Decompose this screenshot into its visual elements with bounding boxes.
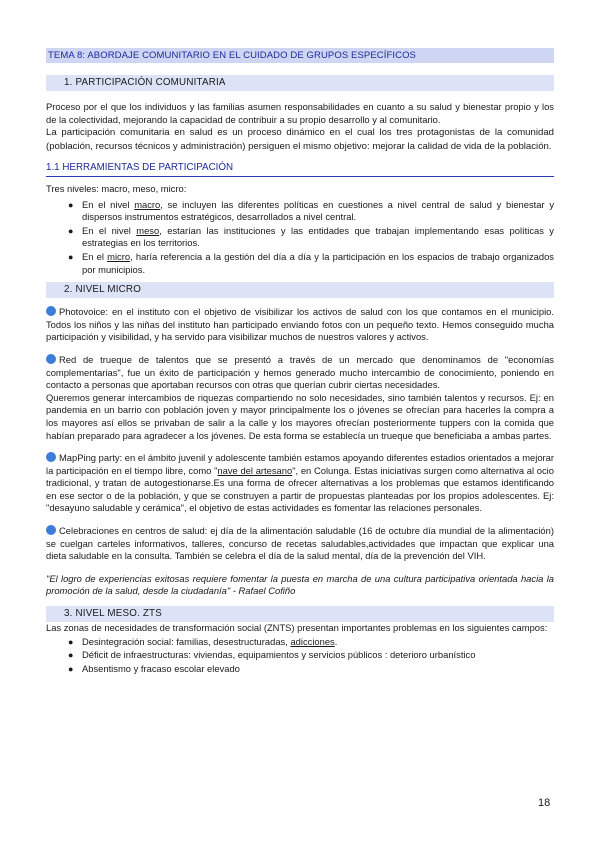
- blue-circle-icon: [46, 525, 56, 535]
- blue-circle-icon: [46, 354, 56, 364]
- participacion-definition: Proceso por el que los individuos y las familias asumen responsabilidades en cuanto a su salud y bienestar propio y los de la colectividad, mejorando la capacidad de contribuir a su propio desarrollo y al comunitario.: [46, 101, 554, 125]
- nave-artesano-link[interactable]: nave del artesano: [217, 464, 293, 476]
- niveles-list: [46, 199, 554, 277]
- list-item: ● Absentismo y fracaso escolar elevado: [68, 662, 240, 674]
- section-participacion-title: 1. PARTICIPACIÓN COMUNITARIA: [46, 75, 554, 91]
- list-item: ● Desintegración social: familias, desestructuradas, adicciones.: [68, 635, 338, 647]
- trueque-paragraph: Red de trueque de talentos que se presentó a través de un mercado que denominamos de "economías complementarias", fue un éxito de participación y hemos generado mucho intercambio de conocimiento, poniendo en contacto a personas que aportaban recursos con otras que querían cubrir ciertas necesidades.: [46, 353, 554, 391]
- page-number: 18: [538, 797, 551, 809]
- meso-intro: Las zonas de necesidades de transformación social (ZNTS) presentan importantes problemas en los siguientes campos:: [46, 622, 548, 634]
- blue-circle-icon: [46, 306, 56, 316]
- participacion-description: La participación comunitaria en salud es un proceso dinámico en el cual los tres protagonistas de la comunidad (población, recursos técnicos y administración) persiguen el mismo objetivo: mejorar la calidad de vida de la población.: [46, 127, 554, 152]
- celebraciones-paragraph: Celebraciones en centros de salud: ej día de la alimentación saludable (16 de octubre día mundial de la alimentación) se cuelgan carteles informativos, talleres, concurso de recetas saludables,actividades que impactan que explicar una dieta saludable en la consulta. También se celebra el día de la salud mental, día de la prevención del VIH.: [46, 525, 554, 562]
- list-item: ● En el nivel macro, se incluyen las diferentes políticas en cuestiones a nivel central de salud y bienestar y dispersos instrumentos estratégicos, desarrollados a nivel central.: [68, 198, 555, 223]
- blue-circle-icon: [46, 452, 56, 462]
- list-item: ● En el nivel meso, estarían las instituciones y las entidades que trabajan implementando esas políticas y estrategias en los territorios.: [68, 224, 554, 249]
- photovoice-paragraph: Photovoice: en el instituto con el objetivo de visibilizar los activos de salud con los que contamos en el municipio. Todos los niños y las niñas del instituto han participado enviando fotos con un pequeño texto. Hemos conseguido mucha participación y visibilidad, y ha servido para visibilizar muchos de nuestros valores y activos.: [46, 306, 554, 343]
- herramientas-intro: Tres niveles: macro, meso, micro:: [46, 183, 187, 194]
- list-item: ● Déficit de infraestructuras: viviendas, equipamientos y servicios públicos : deterioro urbanístico: [68, 649, 476, 661]
- tema-title: TEMA 8: ABORDAJE COMUNITARIO EN EL CUIDADO DE GRUPOS ESPECÍFICOS: [46, 48, 554, 63]
- trueque-detail: Queremos generar intercambios de riquezas compartiendo no solo necesidades, sino también talentos y recursos. Ej: en pandemia en un barrio con población joven y mayor principalmente los o jóvenes se ofrecían para hacerles la compra a los mayores así ellos se privaban de salir a la calle y los mayores ofrecían posteriormente tuppers con la comida que habían preparado para agradecer a los jóvenes. De esta forma se establecía un trueque que beneficiaba a ambas partes.: [46, 391, 554, 441]
- znts-list: [46, 636, 554, 676]
- herramientas-title: 1.1 HERRAMIENTAS DE PARTICIPACIÓN: [46, 161, 554, 177]
- document-page: [46, 48, 554, 676]
- section-micro-title: 2. NIVEL MICRO: [46, 282, 554, 298]
- quote: "El logro de experiencias exitosas requiere fomentar la puesta en marcha de una cultura participativa orientada hacia la promoción de la salud, desde la ciudadanía" - Rafael Cofiño: [46, 572, 554, 597]
- mapping-paragraph: MapPing party: en el ámbito juvenil y adolescente también estamos apoyando diferentes estadios orientados a mejorar la participación en el tiempo libre, como "nave del artesano", en Colunga. Estas iniciativas surgen como alternativa al ocio tradicional, y tratan de autogestionarse.Es una forma de ofrecer alternativas a los problemas que estamos identificando en ese sector o de la población, y que se construyen a partir de propuestas planteadas por los propios adolescentes. Ej: "desayuno saludable y cerámica", el objetivo de estas actividades es fomentar las relaciones personales.: [46, 452, 554, 514]
- list-item: ● En el micro, haría referencia a la gestión del día a día y la participación en los espacios de trabajo organizados por municipios.: [68, 250, 554, 275]
- section-meso-title: 3. NIVEL MESO. ZTS: [46, 606, 554, 622]
